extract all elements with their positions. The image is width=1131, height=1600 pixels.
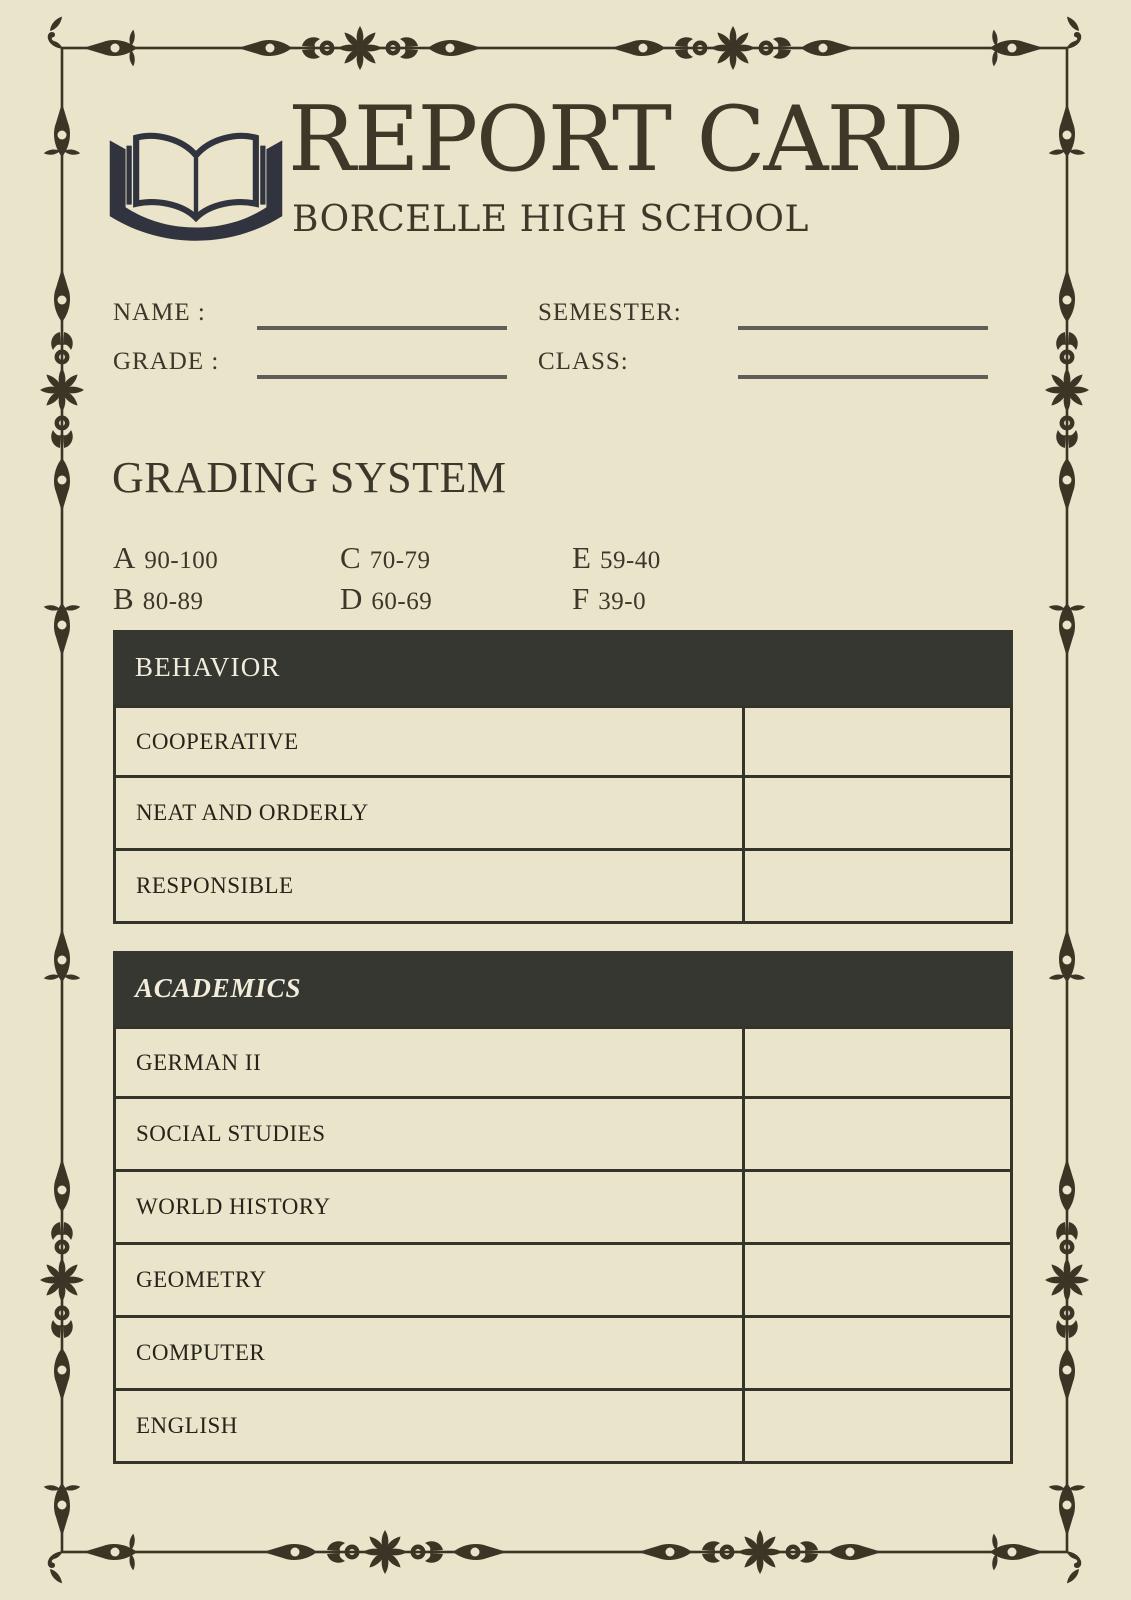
academic-grade-cell[interactable] bbox=[742, 1318, 1010, 1388]
row-label: COOPERATIVE bbox=[136, 728, 299, 754]
row-label: COMPUTER bbox=[136, 1340, 266, 1365]
row-label: RESPONSIBLE bbox=[136, 873, 294, 898]
academics-table bbox=[113, 951, 1013, 1464]
page-title: REPORT CARD bbox=[288, 87, 963, 192]
name-input-line[interactable] bbox=[257, 326, 507, 330]
academic-grade-cell[interactable] bbox=[742, 1391, 1010, 1461]
table-row bbox=[113, 1391, 1013, 1464]
grade-range: 60-69 bbox=[371, 588, 433, 615]
grade-range: 90-100 bbox=[144, 547, 219, 574]
behavior-table bbox=[113, 630, 1013, 924]
grade-scale-item bbox=[572, 540, 661, 576]
grading-system-title: GRADING SYSTEM bbox=[112, 453, 507, 502]
grade-range: 59-40 bbox=[599, 547, 661, 574]
behavior-grade-cell[interactable] bbox=[742, 851, 1010, 921]
grade-letter: D bbox=[340, 581, 363, 616]
academics-table-header: ACADEMICS bbox=[113, 951, 1013, 1026]
grade-letter: A bbox=[113, 540, 136, 575]
table-row bbox=[113, 851, 1013, 924]
grade-scale-item bbox=[340, 540, 431, 576]
table-row bbox=[113, 1099, 1013, 1172]
grade-letter: E bbox=[572, 540, 591, 575]
name-label: NAME : bbox=[113, 299, 206, 326]
academic-grade-cell[interactable] bbox=[742, 1245, 1010, 1315]
row-label: ENGLISH bbox=[136, 1413, 238, 1438]
row-label: NEAT AND ORDERLY bbox=[136, 800, 369, 825]
table-row bbox=[113, 1172, 1013, 1245]
grade-letter: C bbox=[340, 540, 361, 575]
grade-range: 70-79 bbox=[369, 547, 431, 574]
table-row bbox=[113, 1245, 1013, 1318]
semester-label: SEMESTER: bbox=[538, 299, 682, 326]
table-row bbox=[113, 705, 1013, 778]
school-name: BORCELLE HIGH SCHOOL bbox=[292, 199, 809, 240]
class-label: CLASS: bbox=[538, 348, 629, 375]
grade-letter: F bbox=[572, 581, 590, 616]
grade-scale-item bbox=[113, 581, 204, 617]
grade-label: GRADE : bbox=[113, 348, 220, 375]
grade-range: 80-89 bbox=[142, 588, 204, 615]
open-book-icon bbox=[98, 114, 294, 246]
grade-scale-item bbox=[572, 581, 646, 617]
row-label: GERMAN II bbox=[136, 1049, 262, 1075]
table-row bbox=[113, 1318, 1013, 1391]
grade-input-line[interactable] bbox=[257, 375, 507, 379]
class-input-line[interactable] bbox=[738, 375, 988, 379]
behavior-grade-cell[interactable] bbox=[742, 778, 1010, 848]
row-label: WORLD HISTORY bbox=[136, 1194, 331, 1219]
table-row bbox=[113, 778, 1013, 851]
grade-letter: B bbox=[113, 581, 134, 616]
academic-grade-cell[interactable] bbox=[742, 1029, 1010, 1096]
grade-scale-item bbox=[113, 540, 218, 576]
semester-input-line[interactable] bbox=[738, 326, 988, 330]
grade-scale-item bbox=[340, 581, 432, 617]
table-row bbox=[113, 1026, 1013, 1099]
row-label: SOCIAL STUDIES bbox=[136, 1121, 326, 1146]
academic-grade-cell[interactable] bbox=[742, 1172, 1010, 1242]
behavior-grade-cell[interactable] bbox=[742, 708, 1010, 775]
row-label: GEOMETRY bbox=[136, 1267, 267, 1292]
academic-grade-cell[interactable] bbox=[742, 1099, 1010, 1169]
grade-range: 39-0 bbox=[598, 588, 647, 615]
behavior-table-header: BEHAVIOR bbox=[113, 630, 1013, 705]
